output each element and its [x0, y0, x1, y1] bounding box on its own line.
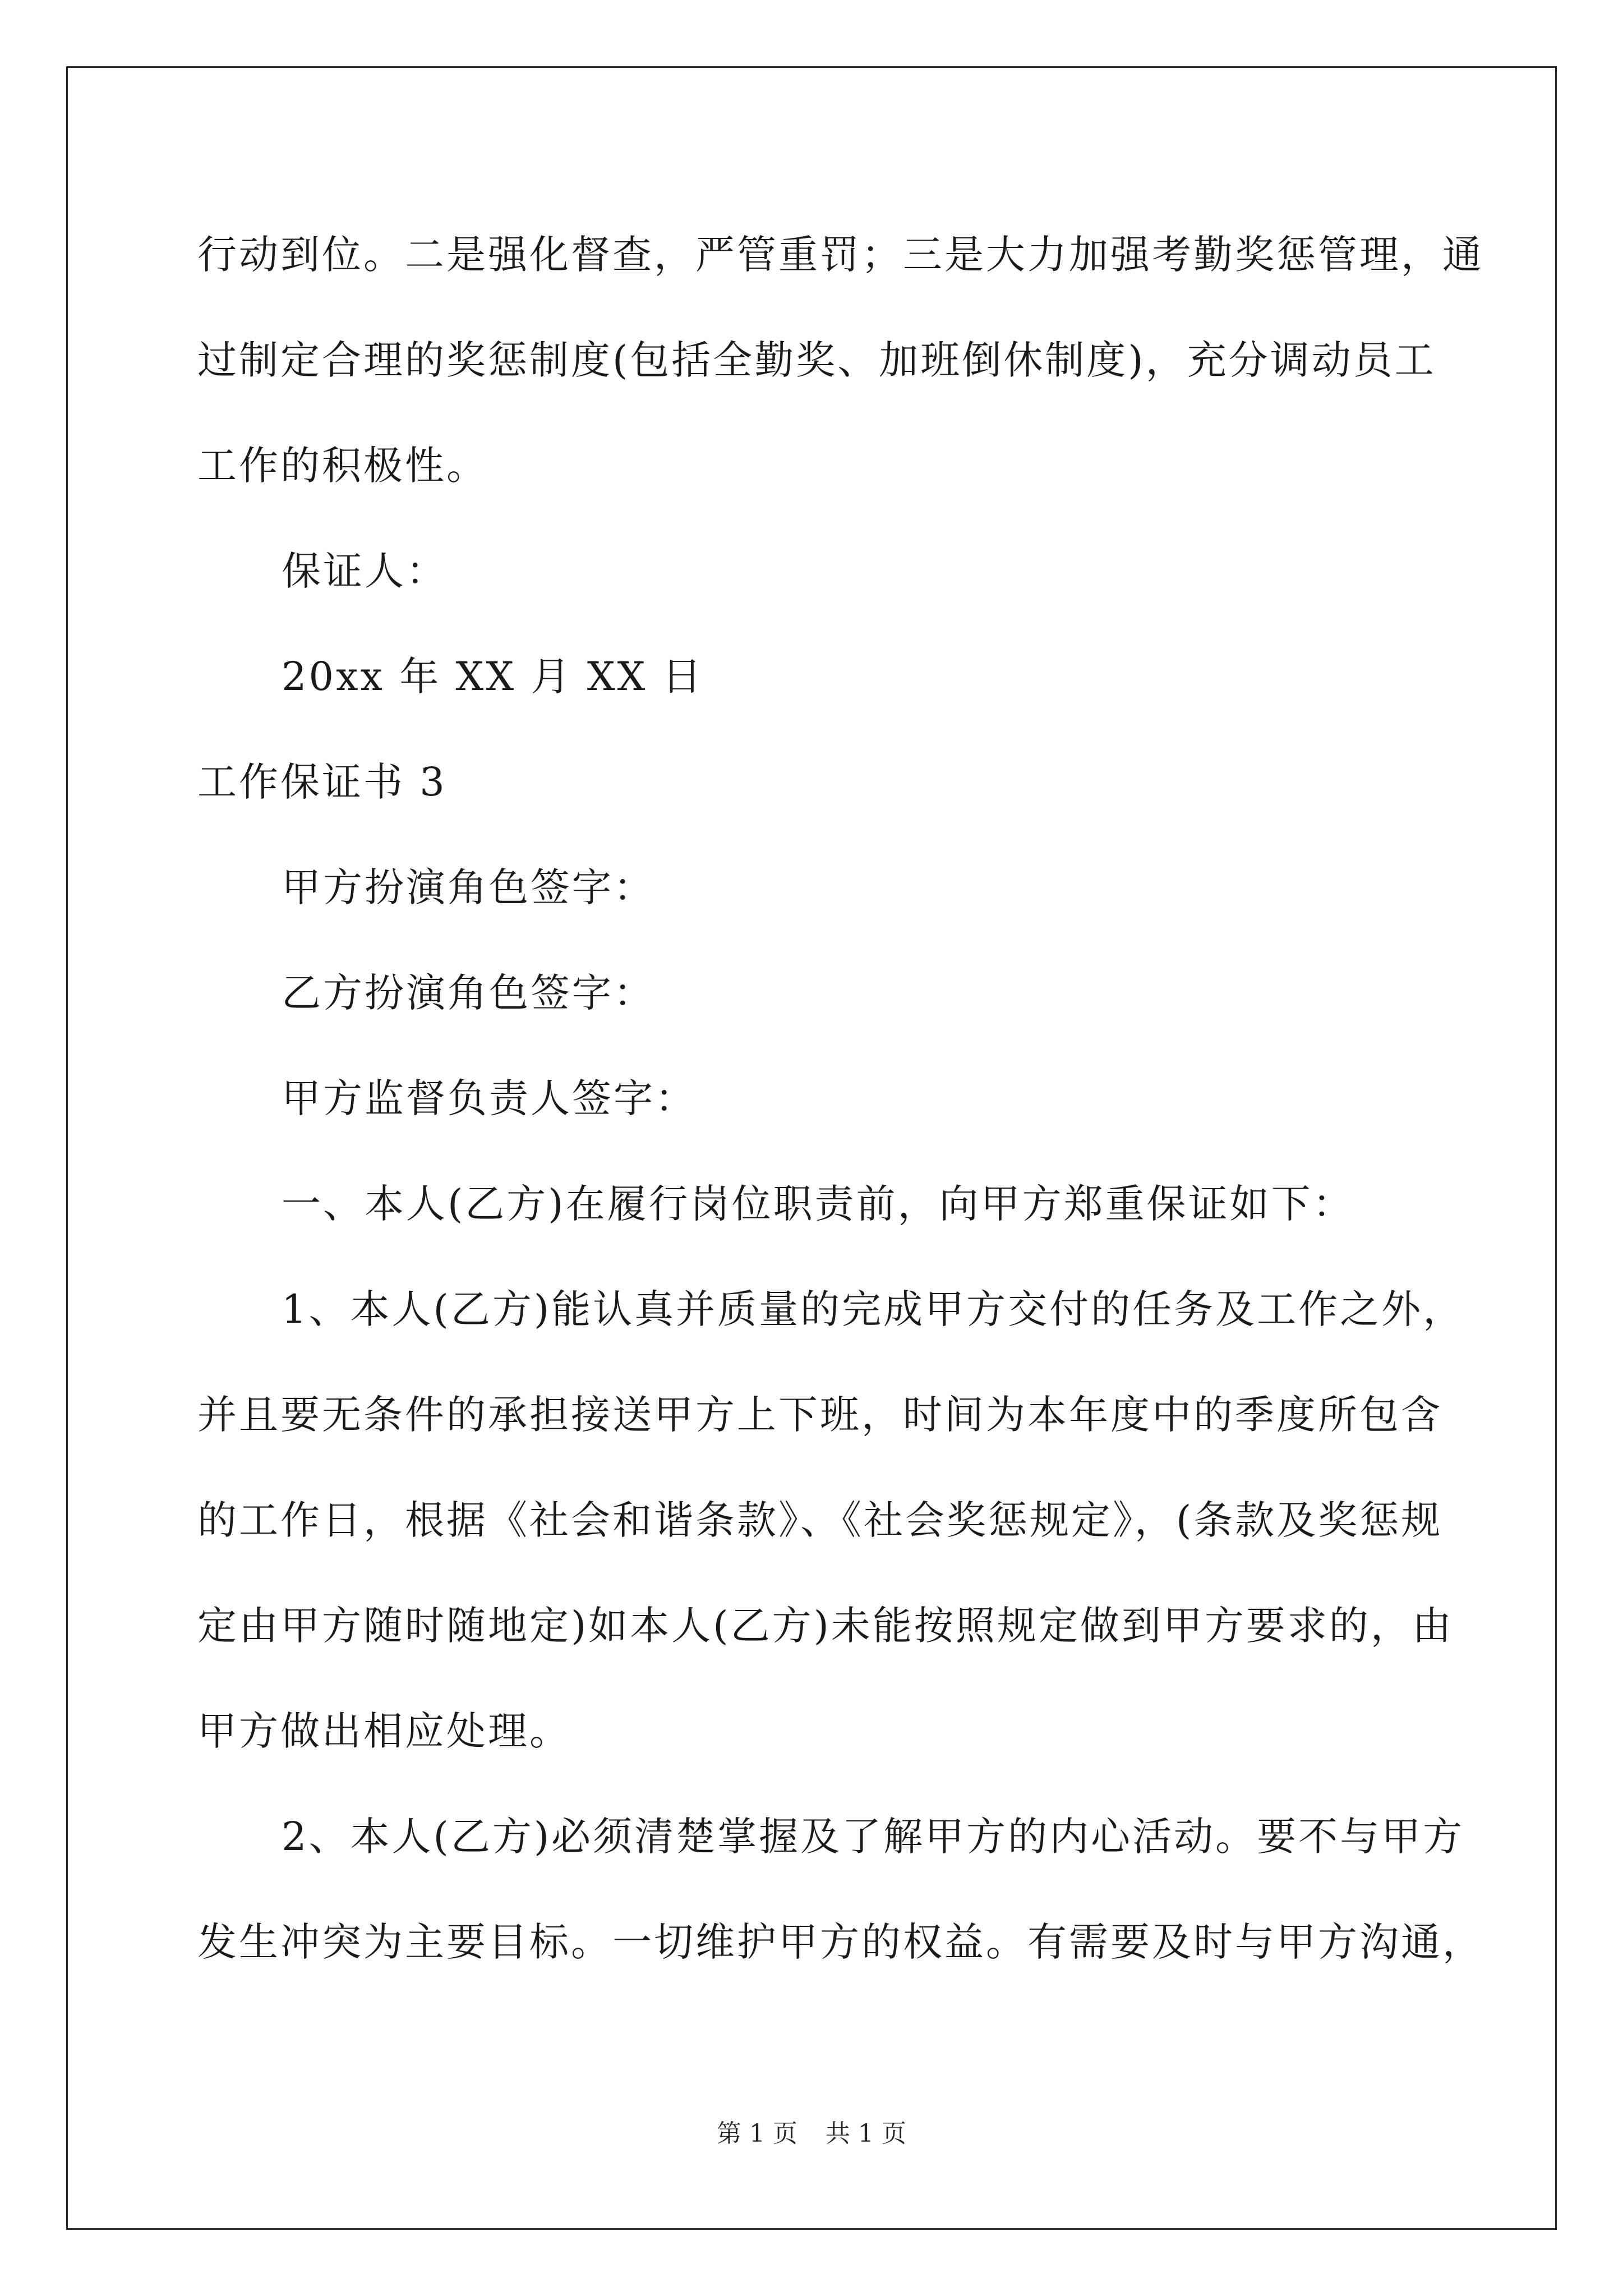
clause-heading: 一、本人(乙方)在履行岗位职责前，向甲方郑重保证如下：: [282, 1181, 1354, 1227]
text-line: 行动到位。二是强化督查，严管重罚；三是大力加强考勤奖惩管理，通: [197, 232, 1484, 278]
supervisor-signature-label: 甲方监督负责人签字：: [282, 1075, 697, 1121]
text-line: 发生冲突为主要目标。一切维护甲方的权益。有需要及时与甲方沟通，: [197, 1919, 1484, 1965]
page-total: 共 1 页: [826, 2119, 906, 2148]
document-body: [197, 202, 1484, 1995]
text-line: 定由甲方随时随地定)如本人(乙方)未能按照规定做到甲方要求的，由: [197, 1603, 1454, 1649]
page-footer: [0, 2117, 1623, 2151]
text-line: 过制定合理的奖惩制度(包括全勤奖、加班倒休制度)，充分调动员工: [197, 337, 1436, 383]
text-line: 1、本人(乙方)能认真并质量的完成甲方交付的任务及工作之外，: [282, 1286, 1465, 1332]
section-title: 工作保证书 3: [197, 759, 447, 805]
page-number: 第 1 页: [717, 2119, 797, 2148]
text-line: 2、本人(乙方)必须清楚掌握及了解甲方的内心活动。要不与甲方: [282, 1814, 1465, 1860]
text-line: 甲方做出相应处理。: [197, 1708, 571, 1754]
text-line: 工作的积极性。: [197, 443, 488, 489]
party-b-signature-label: 乙方扮演角色签字：: [282, 970, 655, 1016]
text-line: 并且要无条件的承担接送甲方上下班，时间为本年度中的季度所包含: [197, 1392, 1442, 1438]
text-line: 的工作日，根据《社会和谐条款》、《社会奖惩规定》，(条款及奖惩规: [197, 1497, 1443, 1543]
guarantor-label: 保证人：: [282, 548, 448, 594]
date-line: 20xx 年 XX 月 XX 日: [282, 654, 704, 700]
party-a-signature-label: 甲方扮演角色签字：: [282, 864, 655, 910]
